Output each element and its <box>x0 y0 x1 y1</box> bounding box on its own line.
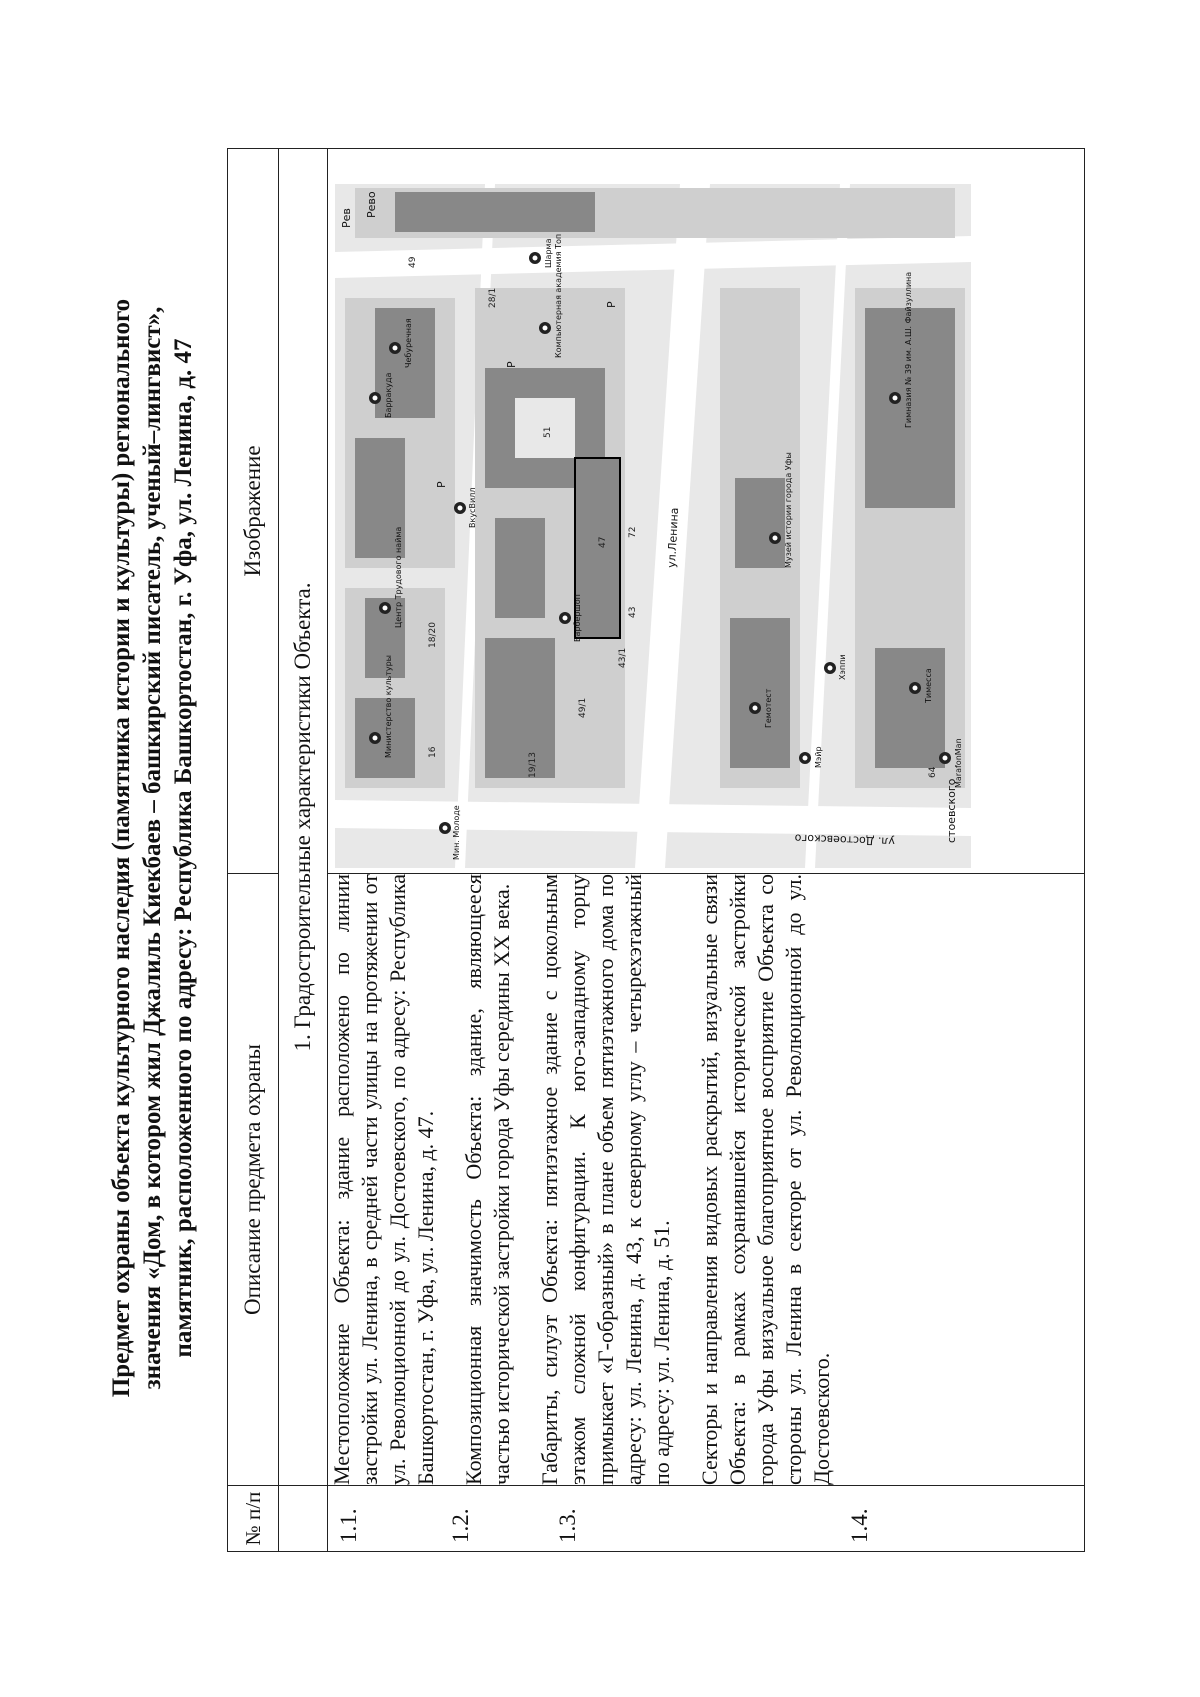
poi-label: ВкусВилл <box>468 487 477 528</box>
house-number: 43 <box>628 606 638 618</box>
row-text: Габариты, силуэт Объекта: пятиэтажное здание с цокольным этажом сложной конфигурации. К юго-западному торцу примыкает «Г-образный» в плане объем пятиэтажного дома по адресу: ул. Ленина, д. 43, к северному углу – четырехэтажный по адресу: ул. Ленина, д. 51. <box>537 874 674 1485</box>
map-building <box>495 518 545 618</box>
protection-table <box>227 148 1085 1552</box>
header-num: № п/п <box>228 1486 279 1552</box>
street-label-dostoevskogo-bottom: стоевского <box>945 778 958 843</box>
image-cell <box>328 149 1085 874</box>
section-row <box>279 149 328 1552</box>
document-title <box>106 118 199 1578</box>
house-number: 19/13 <box>528 752 538 778</box>
poi-label: Министерство культуры <box>384 655 393 758</box>
poi-label: MarafonMan <box>954 738 963 788</box>
table-header-row <box>228 149 279 1552</box>
house-number: 72 <box>628 526 638 538</box>
poi-label: Тимесса <box>924 668 933 703</box>
rotated-page <box>106 118 1086 1578</box>
street-label-revolutsionnaya: Рев <box>340 208 353 228</box>
description-cell <box>328 874 1085 1486</box>
map-building <box>395 192 595 232</box>
title-line-2: значения «Дом, в котором жил Джалиль Киекбаев – башкирский писатель, ученый–лингвист», <box>139 306 166 1390</box>
parking-marker: Р <box>605 301 618 308</box>
title-line-1: Предмет охраны объекта культурного наследия (памятника истории и культуры) регионального <box>108 298 135 1398</box>
street-label-revolutsionnaya-2: Рево <box>365 191 378 218</box>
row-number: 1.2. <box>448 1508 473 1543</box>
map-building <box>875 648 945 768</box>
section-title: 1. Градостроительные характеристики Объекта. <box>279 149 328 1486</box>
poi-label: Барбершоп <box>573 594 582 642</box>
street-label-lenina: ул.Ленина <box>665 507 682 569</box>
house-number: 64 <box>928 766 938 778</box>
house-number: 18/20 <box>428 622 438 648</box>
poi-label: Шарма <box>544 238 553 268</box>
poi-label: Барракуда <box>384 372 393 418</box>
parking-marker: Р <box>505 361 518 368</box>
house-number: 28/1 <box>488 287 498 308</box>
map-building <box>730 618 790 768</box>
poi-label: Мин. Молоде <box>452 805 461 860</box>
row-text: Местоположение Объекта: здание расположено по линии застройки ул. Ленина, в средней части улицы на протяжении от ул. Революционной до ул. Достоевского, по адресу: Республика Башкортостан, г. Уфа, ул. Ленина, д. 47. <box>329 874 438 1485</box>
row-text: Композиционная значимость Объекта: здание, являющееся частью исторической застройки города Уфы середины XX века. <box>461 874 514 1485</box>
row-number: 1.4. <box>847 1508 872 1543</box>
house-number: 51 <box>543 426 553 438</box>
row-number: 1.1. <box>336 1508 361 1543</box>
house-number: 49 <box>408 256 418 268</box>
parking-marker: Р <box>435 481 448 488</box>
house-number: 49/1 <box>578 697 588 718</box>
header-image: Изображение <box>228 149 279 874</box>
house-number: 47 <box>598 536 608 548</box>
map-building <box>735 478 785 568</box>
row-text: Секторы и направления видовых раскрытий, визуальные связи Объекта: в рамках сохранившейся исторической застройки города Уфы визуальное благоприятное восприятие Объекта со стороны ул. Ленина в секторе от ул. Революционной до ул. Достоевского. <box>697 874 834 1485</box>
row-number: 1.3. <box>555 1508 580 1543</box>
table-row <box>328 149 1085 1552</box>
map-building <box>485 638 555 778</box>
header-description: Описание предмета охраны <box>228 874 279 1486</box>
street-label-dostoevskogo: ул. Достоевского <box>794 831 896 848</box>
title-line-3: памятник, расположенного по адресу: Республика Башкортостан, г. Уфа, ул. Ленина, д. 47 <box>170 338 197 1358</box>
house-number: 16 <box>428 746 438 758</box>
poi-label: Музей истории города Уфы <box>784 452 793 568</box>
poi-label: Центр Трудового найма <box>394 526 403 628</box>
poi-label: Компьютерная академия Топ <box>554 233 563 358</box>
poi-label: Чебуречная <box>404 318 413 368</box>
location-map <box>335 184 971 868</box>
poi-label: Хэппи <box>838 654 847 680</box>
poi-label: Гемотест <box>764 688 773 728</box>
row-numbers-cell <box>328 1486 1085 1552</box>
poi-label: Гимназия № 39 им. А.Ш. Файзуллина <box>904 271 913 428</box>
poi-label: Мэйр <box>814 746 823 768</box>
house-number: 43/1 <box>618 647 628 668</box>
